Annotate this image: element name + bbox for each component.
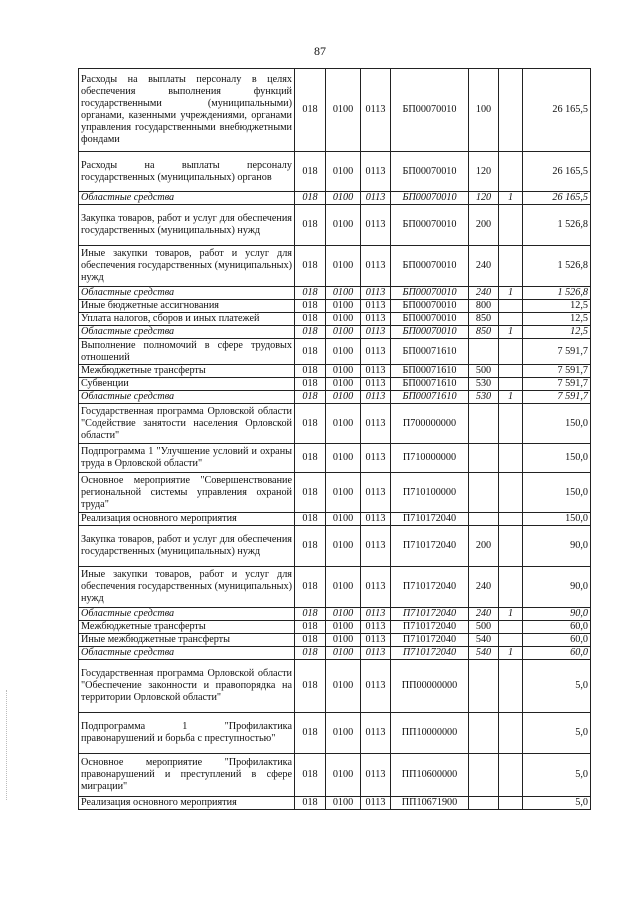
cell-subsection: 0113 bbox=[361, 339, 391, 365]
cell-vr: 200 bbox=[469, 526, 499, 567]
cell-ministry: 018 bbox=[295, 444, 326, 473]
cell-kosgu bbox=[499, 444, 523, 473]
cell-ministry: 018 bbox=[295, 326, 326, 339]
cell-kosgu bbox=[499, 797, 523, 810]
cell-kosgu bbox=[499, 365, 523, 378]
cell-subsection: 0113 bbox=[361, 526, 391, 567]
cell-subsection: 0113 bbox=[361, 69, 391, 152]
cell-ministry: 018 bbox=[295, 391, 326, 404]
cell-kosgu bbox=[499, 339, 523, 365]
cell-vr bbox=[469, 797, 499, 810]
cell-ministry: 018 bbox=[295, 713, 326, 754]
table-row bbox=[79, 621, 591, 634]
cell-target: БП00071610 bbox=[391, 378, 469, 391]
cell-kosgu bbox=[499, 300, 523, 313]
cell-section: 0100 bbox=[326, 378, 361, 391]
cell-target: БП00070010 bbox=[391, 69, 469, 152]
cell-name: Межбюджетные трансферты bbox=[79, 621, 295, 634]
cell-section: 0100 bbox=[326, 365, 361, 378]
cell-ministry: 018 bbox=[295, 621, 326, 634]
cell-amount: 7 591,7 bbox=[523, 378, 591, 391]
cell-ministry: 018 bbox=[295, 339, 326, 365]
cell-name: Основное мероприятие "Совершенствование региональной системы управления охраной труда" bbox=[79, 473, 295, 513]
cell-name: Межбюджетные трансферты bbox=[79, 365, 295, 378]
cell-name: Реализация основного мероприятия bbox=[79, 513, 295, 526]
cell-subsection: 0113 bbox=[361, 300, 391, 313]
cell-amount: 60,0 bbox=[523, 634, 591, 647]
table-row bbox=[79, 634, 591, 647]
cell-name: Уплата налогов, сборов и иных платежей bbox=[79, 313, 295, 326]
cell-ministry: 018 bbox=[295, 205, 326, 246]
cell-amount: 7 591,7 bbox=[523, 365, 591, 378]
cell-section: 0100 bbox=[326, 713, 361, 754]
table-row bbox=[79, 246, 591, 287]
cell-ministry: 018 bbox=[295, 647, 326, 660]
cell-name: Закупка товаров, работ и услуг для обеспечения государственных (муниципальных) нужд bbox=[79, 526, 295, 567]
cell-target: П710172040 bbox=[391, 608, 469, 621]
cell-vr: 530 bbox=[469, 378, 499, 391]
cell-kosgu bbox=[499, 634, 523, 647]
cell-target: БП00070010 bbox=[391, 326, 469, 339]
cell-target: БП00070010 bbox=[391, 205, 469, 246]
cell-target: БП00071610 bbox=[391, 339, 469, 365]
cell-name: Областные средства bbox=[79, 608, 295, 621]
cell-subsection: 0113 bbox=[361, 513, 391, 526]
cell-section: 0100 bbox=[326, 404, 361, 444]
cell-amount: 150,0 bbox=[523, 404, 591, 444]
cell-name: Подпрограмма 1 "Улучшение условий и охраны труда в Орловской области" bbox=[79, 444, 295, 473]
scan-margin-marks bbox=[6, 690, 11, 800]
table-row bbox=[79, 378, 591, 391]
cell-ministry: 018 bbox=[295, 152, 326, 192]
cell-subsection: 0113 bbox=[361, 634, 391, 647]
cell-vr: 540 bbox=[469, 634, 499, 647]
cell-kosgu bbox=[499, 660, 523, 713]
cell-amount: 90,0 bbox=[523, 526, 591, 567]
cell-ministry: 018 bbox=[295, 660, 326, 713]
cell-kosgu bbox=[499, 713, 523, 754]
cell-ministry: 018 bbox=[295, 797, 326, 810]
cell-ministry: 018 bbox=[295, 473, 326, 513]
cell-amount: 1 526,8 bbox=[523, 205, 591, 246]
cell-vr bbox=[469, 713, 499, 754]
cell-amount: 90,0 bbox=[523, 608, 591, 621]
cell-vr bbox=[469, 473, 499, 513]
cell-kosgu bbox=[499, 404, 523, 444]
cell-name: Государственная программа Орловской области "Обеспечение законности и правопорядка на территории Орловской области" bbox=[79, 660, 295, 713]
cell-vr: 800 bbox=[469, 300, 499, 313]
cell-name: Государственная программа Орловской области "Содействие занятости населения Орловской области" bbox=[79, 404, 295, 444]
table-row bbox=[79, 326, 591, 339]
cell-kosgu bbox=[499, 526, 523, 567]
cell-section: 0100 bbox=[326, 313, 361, 326]
cell-kosgu bbox=[499, 152, 523, 192]
cell-section: 0100 bbox=[326, 621, 361, 634]
cell-ministry: 018 bbox=[295, 365, 326, 378]
cell-kosgu bbox=[499, 378, 523, 391]
cell-target: ПП10671900 bbox=[391, 797, 469, 810]
cell-target: П710172040 bbox=[391, 621, 469, 634]
cell-section: 0100 bbox=[326, 513, 361, 526]
table-row bbox=[79, 205, 591, 246]
table-row bbox=[79, 404, 591, 444]
cell-amount: 150,0 bbox=[523, 444, 591, 473]
cell-vr bbox=[469, 660, 499, 713]
cell-kosgu: 1 bbox=[499, 608, 523, 621]
cell-vr: 500 bbox=[469, 365, 499, 378]
cell-section: 0100 bbox=[326, 246, 361, 287]
cell-kosgu bbox=[499, 69, 523, 152]
cell-subsection: 0113 bbox=[361, 608, 391, 621]
cell-subsection: 0113 bbox=[361, 754, 391, 797]
table-row bbox=[79, 339, 591, 365]
cell-section: 0100 bbox=[326, 567, 361, 608]
cell-section: 0100 bbox=[326, 526, 361, 567]
cell-kosgu bbox=[499, 205, 523, 246]
cell-target: ПП10000000 bbox=[391, 713, 469, 754]
cell-subsection: 0113 bbox=[361, 473, 391, 513]
cell-kosgu: 1 bbox=[499, 391, 523, 404]
cell-section: 0100 bbox=[326, 797, 361, 810]
cell-kosgu: 1 bbox=[499, 326, 523, 339]
table-row bbox=[79, 754, 591, 797]
cell-vr: 530 bbox=[469, 391, 499, 404]
cell-vr: 120 bbox=[469, 192, 499, 205]
cell-subsection: 0113 bbox=[361, 192, 391, 205]
cell-subsection: 0113 bbox=[361, 391, 391, 404]
cell-subsection: 0113 bbox=[361, 404, 391, 444]
cell-name: Областные средства bbox=[79, 326, 295, 339]
cell-subsection: 0113 bbox=[361, 287, 391, 300]
cell-ministry: 018 bbox=[295, 526, 326, 567]
table-row bbox=[79, 300, 591, 313]
cell-vr: 120 bbox=[469, 152, 499, 192]
cell-name: Расходы на выплаты персоналу государственных (муниципальных) органов bbox=[79, 152, 295, 192]
cell-amount: 150,0 bbox=[523, 473, 591, 513]
cell-ministry: 018 bbox=[295, 287, 326, 300]
cell-amount: 26 165,5 bbox=[523, 152, 591, 192]
cell-vr bbox=[469, 444, 499, 473]
cell-kosgu bbox=[499, 567, 523, 608]
cell-amount: 12,5 bbox=[523, 313, 591, 326]
cell-target: П710172040 bbox=[391, 567, 469, 608]
table-row bbox=[79, 444, 591, 473]
table-row bbox=[79, 391, 591, 404]
cell-amount: 150,0 bbox=[523, 513, 591, 526]
cell-ministry: 018 bbox=[295, 246, 326, 287]
cell-vr: 540 bbox=[469, 647, 499, 660]
cell-amount: 90,0 bbox=[523, 567, 591, 608]
cell-section: 0100 bbox=[326, 287, 361, 300]
cell-subsection: 0113 bbox=[361, 205, 391, 246]
cell-target: БП00070010 bbox=[391, 246, 469, 287]
cell-kosgu bbox=[499, 473, 523, 513]
cell-section: 0100 bbox=[326, 152, 361, 192]
table-row bbox=[79, 797, 591, 810]
cell-subsection: 0113 bbox=[361, 313, 391, 326]
table-row bbox=[79, 567, 591, 608]
cell-amount: 60,0 bbox=[523, 647, 591, 660]
cell-ministry: 018 bbox=[295, 313, 326, 326]
cell-subsection: 0113 bbox=[361, 378, 391, 391]
cell-target: БП00070010 bbox=[391, 192, 469, 205]
cell-target: БП00070010 bbox=[391, 152, 469, 192]
cell-target: ПП00000000 bbox=[391, 660, 469, 713]
cell-target: П700000000 bbox=[391, 404, 469, 444]
cell-section: 0100 bbox=[326, 391, 361, 404]
cell-vr bbox=[469, 513, 499, 526]
cell-section: 0100 bbox=[326, 192, 361, 205]
cell-vr: 240 bbox=[469, 246, 499, 287]
cell-kosgu: 1 bbox=[499, 647, 523, 660]
cell-kosgu: 1 bbox=[499, 192, 523, 205]
table-row bbox=[79, 152, 591, 192]
table-row bbox=[79, 287, 591, 300]
cell-ministry: 018 bbox=[295, 404, 326, 444]
table-row bbox=[79, 713, 591, 754]
cell-vr: 850 bbox=[469, 326, 499, 339]
cell-vr: 100 bbox=[469, 69, 499, 152]
cell-kosgu: 1 bbox=[499, 287, 523, 300]
cell-amount: 12,5 bbox=[523, 326, 591, 339]
cell-kosgu bbox=[499, 621, 523, 634]
cell-amount: 5,0 bbox=[523, 797, 591, 810]
cell-section: 0100 bbox=[326, 754, 361, 797]
cell-vr: 240 bbox=[469, 567, 499, 608]
cell-subsection: 0113 bbox=[361, 365, 391, 378]
cell-amount: 5,0 bbox=[523, 754, 591, 797]
cell-section: 0100 bbox=[326, 326, 361, 339]
cell-vr: 200 bbox=[469, 205, 499, 246]
cell-ministry: 018 bbox=[295, 567, 326, 608]
cell-name: Расходы на выплаты персоналу в целях обеспечения выполнения функций государственными (муниципальными) органами, казенными учреждениями, органами управления государственными внебюджетными фондами bbox=[79, 69, 295, 152]
cell-subsection: 0113 bbox=[361, 660, 391, 713]
cell-target: П710172040 bbox=[391, 647, 469, 660]
cell-vr: 240 bbox=[469, 287, 499, 300]
cell-name: Реализация основного мероприятия bbox=[79, 797, 295, 810]
cell-amount: 26 165,5 bbox=[523, 192, 591, 205]
cell-name: Областные средства bbox=[79, 647, 295, 660]
cell-vr bbox=[469, 754, 499, 797]
cell-subsection: 0113 bbox=[361, 152, 391, 192]
cell-name: Основное мероприятие "Профилактика правонарушений и преступлений в сфере миграции" bbox=[79, 754, 295, 797]
cell-name: Иные закупки товаров, работ и услуг для обеспечения государственных (муниципальных) нужд bbox=[79, 246, 295, 287]
cell-target: ПП10600000 bbox=[391, 754, 469, 797]
table-row bbox=[79, 660, 591, 713]
cell-target: БП00071610 bbox=[391, 391, 469, 404]
cell-name: Областные средства bbox=[79, 192, 295, 205]
cell-kosgu bbox=[499, 513, 523, 526]
cell-subsection: 0113 bbox=[361, 246, 391, 287]
cell-amount: 1 526,8 bbox=[523, 246, 591, 287]
page-number: 87 bbox=[314, 44, 326, 58]
cell-ministry: 018 bbox=[295, 69, 326, 152]
cell-amount: 60,0 bbox=[523, 621, 591, 634]
cell-ministry: 018 bbox=[295, 192, 326, 205]
cell-vr: 240 bbox=[469, 608, 499, 621]
cell-target: БП00070010 bbox=[391, 287, 469, 300]
table-row bbox=[79, 513, 591, 526]
cell-subsection: 0113 bbox=[361, 326, 391, 339]
table-row bbox=[79, 473, 591, 513]
cell-section: 0100 bbox=[326, 444, 361, 473]
table-row bbox=[79, 365, 591, 378]
cell-section: 0100 bbox=[326, 608, 361, 621]
cell-target: БП00070010 bbox=[391, 300, 469, 313]
cell-amount: 5,0 bbox=[523, 713, 591, 754]
cell-vr bbox=[469, 404, 499, 444]
table-row bbox=[79, 608, 591, 621]
cell-ministry: 018 bbox=[295, 754, 326, 797]
cell-name: Иные межбюджетные трансферты bbox=[79, 634, 295, 647]
cell-amount: 12,5 bbox=[523, 300, 591, 313]
table-row bbox=[79, 69, 591, 152]
cell-kosgu bbox=[499, 754, 523, 797]
cell-section: 0100 bbox=[326, 205, 361, 246]
budget-table bbox=[78, 68, 591, 810]
cell-section: 0100 bbox=[326, 647, 361, 660]
cell-subsection: 0113 bbox=[361, 567, 391, 608]
cell-vr: 850 bbox=[469, 313, 499, 326]
cell-section: 0100 bbox=[326, 300, 361, 313]
cell-section: 0100 bbox=[326, 660, 361, 713]
cell-amount: 1 526,8 bbox=[523, 287, 591, 300]
cell-name: Субвенции bbox=[79, 378, 295, 391]
cell-amount: 7 591,7 bbox=[523, 339, 591, 365]
cell-amount: 5,0 bbox=[523, 660, 591, 713]
cell-ministry: 018 bbox=[295, 634, 326, 647]
cell-ministry: 018 bbox=[295, 300, 326, 313]
cell-kosgu bbox=[499, 246, 523, 287]
cell-target: БП00070010 bbox=[391, 313, 469, 326]
cell-amount: 26 165,5 bbox=[523, 69, 591, 152]
cell-subsection: 0113 bbox=[361, 621, 391, 634]
cell-name: Закупка товаров, работ и услуг для обеспечения государственных (муниципальных) нужд bbox=[79, 205, 295, 246]
cell-target: БП00071610 bbox=[391, 365, 469, 378]
cell-kosgu bbox=[499, 313, 523, 326]
cell-ministry: 018 bbox=[295, 513, 326, 526]
cell-subsection: 0113 bbox=[361, 647, 391, 660]
cell-target: П710000000 bbox=[391, 444, 469, 473]
cell-name: Подпрограмма 1 "Профилактика правонарушений и борьба с преступностью" bbox=[79, 713, 295, 754]
table-row bbox=[79, 192, 591, 205]
cell-target: П710172040 bbox=[391, 634, 469, 647]
cell-vr: 500 bbox=[469, 621, 499, 634]
cell-subsection: 0113 bbox=[361, 797, 391, 810]
cell-section: 0100 bbox=[326, 473, 361, 513]
table-row bbox=[79, 647, 591, 660]
cell-subsection: 0113 bbox=[361, 444, 391, 473]
cell-ministry: 018 bbox=[295, 608, 326, 621]
cell-target: П710100000 bbox=[391, 473, 469, 513]
cell-subsection: 0113 bbox=[361, 713, 391, 754]
cell-ministry: 018 bbox=[295, 378, 326, 391]
cell-amount: 7 591,7 bbox=[523, 391, 591, 404]
cell-name: Иные закупки товаров, работ и услуг для обеспечения государственных (муниципальных) нужд bbox=[79, 567, 295, 608]
cell-name: Областные средства bbox=[79, 287, 295, 300]
cell-target: П710172040 bbox=[391, 513, 469, 526]
cell-section: 0100 bbox=[326, 634, 361, 647]
cell-name: Выполнение полномочий в сфере трудовых отношений bbox=[79, 339, 295, 365]
table-row bbox=[79, 526, 591, 567]
cell-vr bbox=[469, 339, 499, 365]
cell-name: Областные средства bbox=[79, 391, 295, 404]
cell-name: Иные бюджетные ассигнования bbox=[79, 300, 295, 313]
table-row bbox=[79, 313, 591, 326]
cell-section: 0100 bbox=[326, 69, 361, 152]
cell-target: П710172040 bbox=[391, 526, 469, 567]
cell-section: 0100 bbox=[326, 339, 361, 365]
